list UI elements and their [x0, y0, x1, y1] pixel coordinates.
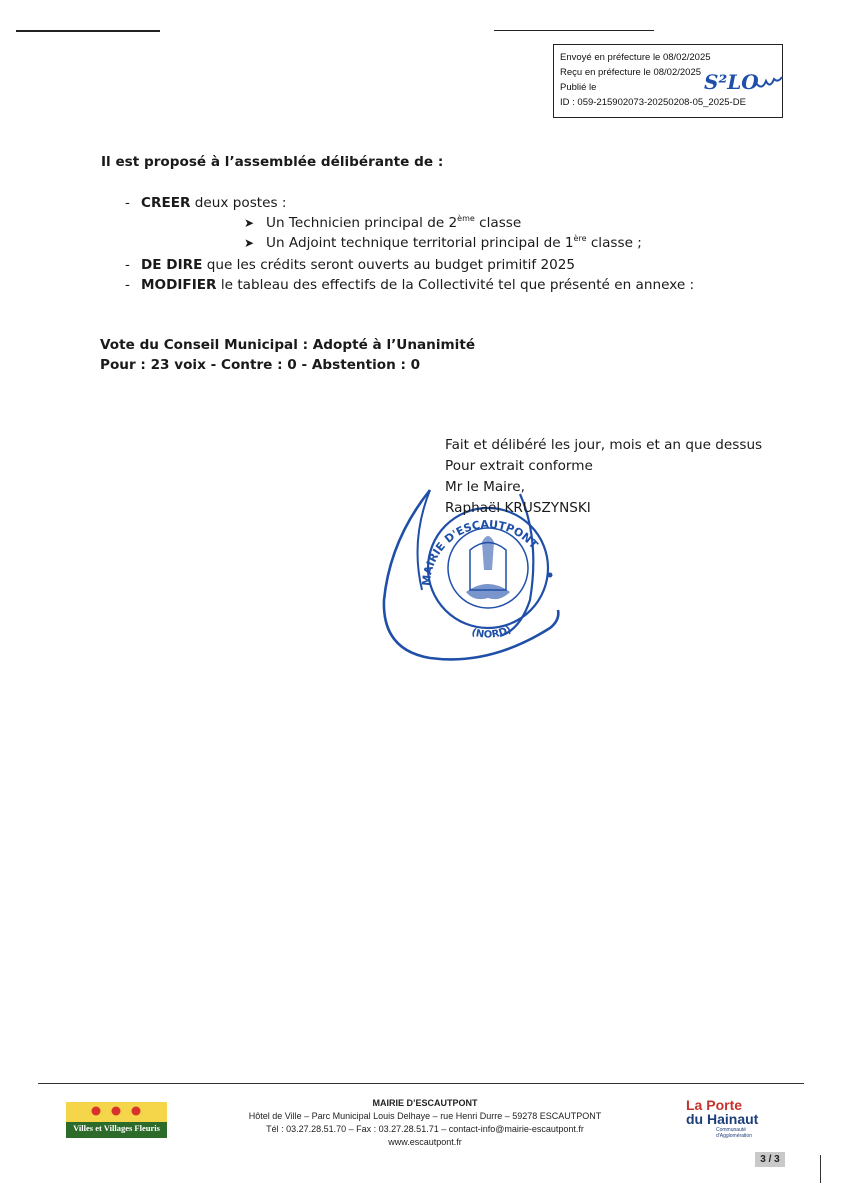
signature-mayor-title: Mr le Maire, — [445, 479, 525, 495]
footer-address: Hôtel de Ville – Parc Municipal Louis Delhaye – rue Henri Durre – 59278 ESCAUTPONT — [248, 1111, 602, 1121]
list-item-creer: - CREER deux postes : — [125, 195, 287, 211]
top-rule-left — [16, 30, 160, 32]
arrow-bullet-icon: ➤ — [244, 216, 255, 230]
footer-website: www.escautpont.fr — [388, 1137, 462, 1147]
footer-info — [200, 1097, 650, 1149]
stamp-sent-date: Envoyé en préfecture le 08/02/2025 — [560, 52, 711, 63]
footer-contact: Tél : 03.27.28.51.70 – Fax : 03.27.28.51.71 – contact-info@mairie-escautpont.fr — [266, 1124, 584, 1134]
creer-keyword: CREER — [141, 195, 191, 211]
intro-text: Il est proposé à l’assemblée délibérante de : — [101, 154, 444, 170]
footer-rule — [38, 1083, 804, 1084]
stamp-id: ID : 059-215902073-20250208-05_2025-DE — [560, 97, 746, 108]
sub-item-adjoint: ➤ Un Adjoint technique territorial principal de 1ère classe ; — [244, 234, 642, 251]
prefecture-stamp — [553, 44, 783, 118]
right-edge-mark — [820, 1155, 821, 1183]
stamp-published: Publié le — [560, 82, 597, 93]
top-rule-right — [494, 30, 654, 31]
signature-made-line: Fait et délibéré les jour, mois et an que dessus — [445, 437, 763, 453]
footer-title: MAIRIE D’ESCAUTPONT — [372, 1098, 478, 1108]
creer-rest: deux postes : — [190, 195, 287, 211]
sub-item-technicien: ➤ Un Technicien principal de 2ème classe — [244, 214, 522, 231]
svg-text:(NORD): (NORD) — [470, 624, 514, 641]
signature-mayor-name: Raphaël KRUSZYNSKI — [445, 500, 591, 516]
stamp-received-date: Reçu en préfecture le 08/02/2025 — [560, 67, 702, 78]
villes-fleuris-logo: Villes et Villages Fleuris — [66, 1102, 167, 1138]
svg-text:S²LO: S²LO — [704, 70, 759, 94]
svg-text:MAIRIE D'ESCAUTPONT: MAIRIE D'ESCAUTPONT — [419, 517, 541, 587]
list-item-dire: - DE DIRE que les crédits seront ouverts au budget primitif 2025 — [125, 257, 576, 273]
porte-hainaut-logo: La Porte du Hainaut Communauté d'Agglomération — [686, 1097, 759, 1139]
arrow-bullet-icon: ➤ — [244, 236, 255, 250]
list-item-modifier: - MODIFIER le tableau des effectifs de la Collectivité tel que présenté en annexe : — [125, 277, 695, 293]
vote-result: Vote du Conseil Municipal : Adopté à l’Unanimité — [100, 337, 476, 353]
s2lo-signature-icon — [704, 69, 784, 97]
vote-count: Pour : 23 voix - Contre : 0 - Abstention : 0 — [100, 357, 421, 373]
page-number: 3 / 3 — [755, 1152, 785, 1167]
signature-extract-line: Pour extrait conforme — [445, 458, 593, 474]
